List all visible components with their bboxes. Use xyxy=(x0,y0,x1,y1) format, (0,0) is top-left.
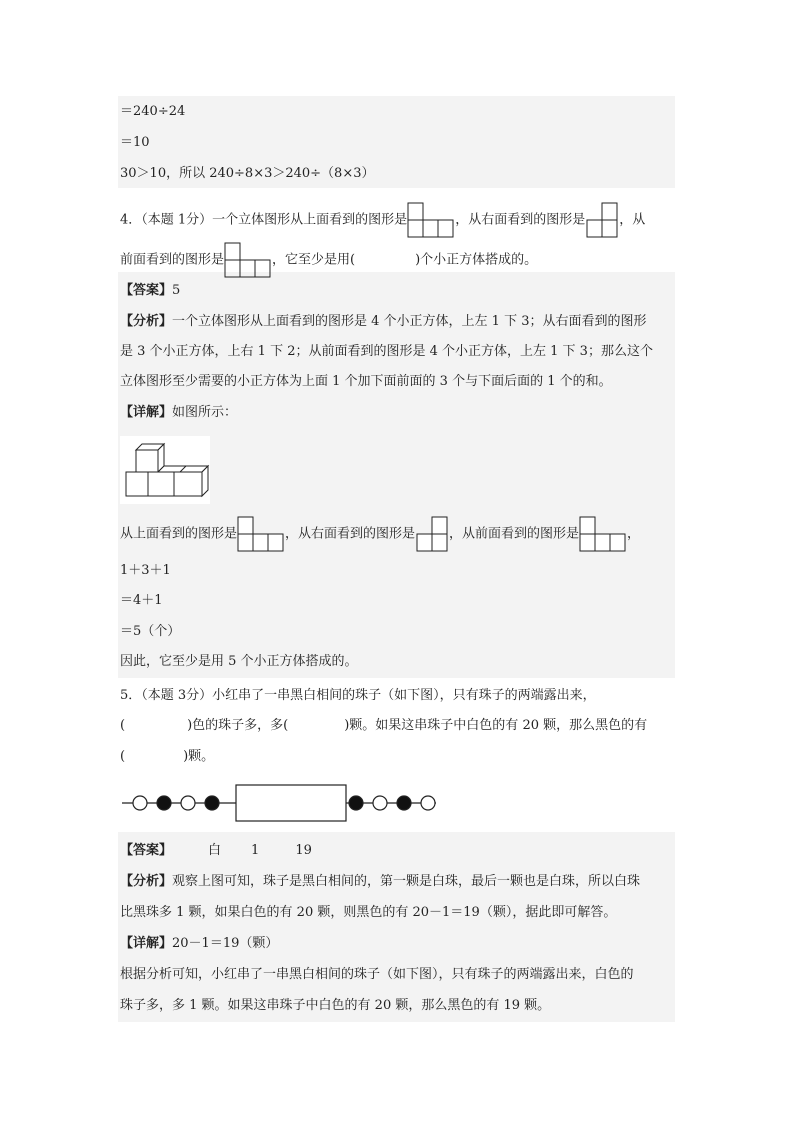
q5-answer-2: 1 xyxy=(251,843,260,858)
prev-line-1: ＝240÷24 xyxy=(120,104,186,119)
q4-analysis-3: 立体图形至少需要的小正方体为上面 1 个加下面前面的 3 个与下面后面的 1 个的和。 xyxy=(120,374,612,389)
q5-answer xyxy=(120,841,312,861)
q5-analysis-text-1: 观察上图可知，珠子是黑白相间的，第一颗是白珠，最后一颗也是白珠，所以白珠 xyxy=(172,874,641,889)
q4-analysis-2: 是 3 个小正方体，上右 1 下 2；从前面看到的图形是 4 个小正方体，上左 1 下 3；那么这个 xyxy=(120,344,653,359)
q5-detail-1: 根据分析可知，小红串了一串黑白相间的珠子（如下图），只有珠子的两端露出来，白色的 xyxy=(120,967,634,982)
q5-stem-line-3 xyxy=(120,747,214,767)
q5-analysis-1 xyxy=(120,872,640,892)
q4-stem-d: 前面看到的图形是 xyxy=(120,252,225,268)
beads-figure xyxy=(118,782,440,824)
cube-figure xyxy=(120,436,210,504)
q5-detail xyxy=(120,934,278,954)
q4-analysis-tag: 【分析】 xyxy=(120,314,173,329)
q5-answer-tag: 【答案】 xyxy=(120,843,173,858)
q5-detail-2: 珠子多，多 1 颗。如果这串珠子中白色的有 20 颗，那么黑色的有 19 颗。 xyxy=(120,998,551,1013)
q5-blank-3-open: ( xyxy=(120,749,126,764)
front-view-figure xyxy=(224,242,272,278)
q4-answer xyxy=(120,281,180,301)
q5-stem-2c: )颗。如果这串珠子中白色的有 20 颗，那么黑色的有 xyxy=(344,718,648,733)
q4-calc-1: 1＋3＋1 xyxy=(120,563,171,578)
q4-views-line xyxy=(120,516,640,552)
q4-analysis-text-1: 一个立体图形从上面看到的图形是 4 个小正方体，上左 1 下 3；从右面看到的图形 xyxy=(172,314,647,329)
q4-answer-tag: 【答案】 xyxy=(120,283,173,298)
q4-views-b: ，从右面看到的图形是 xyxy=(285,526,416,542)
q5-stem-line-2 xyxy=(120,716,647,736)
prev-line-3: 30＞10，所以 240÷8×3＞240÷（8×3） xyxy=(120,166,375,181)
q4-answer-value: 5 xyxy=(172,283,181,298)
top-view-figure-2 xyxy=(237,516,285,552)
q5-detail-tag: 【详解】 xyxy=(120,936,173,951)
q5-analysis-tag: 【分析】 xyxy=(120,874,173,889)
q5-answer-1: 白 xyxy=(208,843,222,858)
q4-detail-tag: 【详解】 xyxy=(120,405,173,420)
q5-analysis-2: 比黑珠多 1 颗，如果白色的有 20 颗，则黑色的有 20－1＝19（颗），据此即可解答。 xyxy=(120,905,617,920)
q5-stem-line-1: 5．（本题 3分）小红串了一串黑白相间的珠子（如下图），只有珠子的两端露出来， xyxy=(120,688,596,703)
q4-calc-2: ＝4＋1 xyxy=(120,593,163,608)
q4-stem-line-2 xyxy=(120,242,537,278)
q4-views-a: 从上面看到的图形是 xyxy=(120,526,238,542)
q5-answer-3: 19 xyxy=(295,843,312,858)
q4-stem-c: ，从 xyxy=(619,212,646,228)
prev-line-2: ＝10 xyxy=(120,135,150,150)
q4-views-c: ，从前面看到的图形是 xyxy=(449,526,580,542)
q4-detail xyxy=(120,403,237,423)
q5-stem-3b: )颗。 xyxy=(183,749,215,764)
top-view-figure xyxy=(407,202,455,238)
q5-detail-text: 20－1＝19（颗） xyxy=(172,936,279,951)
q4-stem-a: 4．（本题 1分）一个立体图形从上面看到的图形是 xyxy=(120,212,408,228)
q4-stem-f: )个小正方体搭成的。 xyxy=(415,252,538,268)
q4-detail-text: 如图所示： xyxy=(172,405,238,420)
q4-stem-line-1 xyxy=(120,202,645,238)
q4-calc-3: ＝5（个） xyxy=(120,624,181,639)
q4-analysis-1 xyxy=(120,312,647,332)
q4-stem-e: ，它至少是用( xyxy=(272,252,356,268)
q4-views-d: ， xyxy=(627,526,641,542)
right-view-figure-2 xyxy=(415,516,449,552)
front-view-figure-2 xyxy=(579,516,627,552)
q4-conclusion: 因此，它至少是用 5 个小正方体搭成的。 xyxy=(120,654,358,669)
q4-stem-b: ，从右面看到的图形是 xyxy=(455,212,586,228)
q5-blank-1-open: ( xyxy=(120,718,126,733)
right-view-figure xyxy=(585,202,619,238)
q5-stem-2b: )色的珠子多，多( xyxy=(187,718,289,733)
